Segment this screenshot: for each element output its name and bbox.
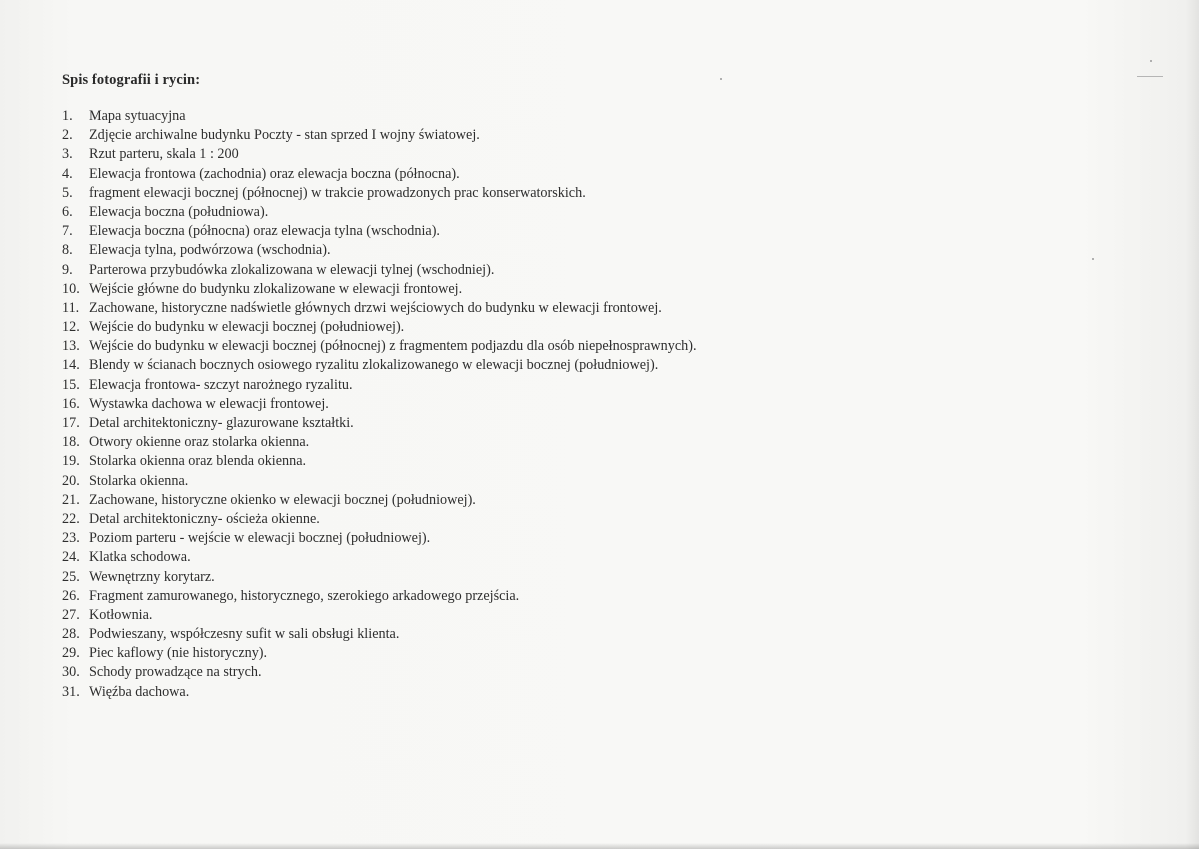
list-item-text: Schody prowadzące na strych. (89, 664, 262, 681)
list-item-number: 4. (62, 165, 73, 182)
list-item-number: 10. (62, 280, 80, 297)
list-item-number: 15. (62, 376, 80, 393)
list-item (62, 452, 697, 471)
list-item (62, 261, 697, 280)
list-item-text: Elewacja boczna (północna) oraz elewacja tylna (wschodnia). (89, 223, 440, 240)
list-item-text: Wejście główne do budynku zlokalizowane w elewacji frontowej. (89, 280, 463, 297)
list-item-number: 17. (62, 415, 80, 431)
list-item (62, 587, 697, 606)
list-item-text: Kotłownia. (89, 606, 153, 623)
list-item-number: 7. (62, 223, 73, 240)
list-item-number: 6. (62, 203, 73, 220)
list-item (62, 241, 697, 260)
list-item (62, 203, 697, 222)
list-item-number: 29. (62, 645, 80, 662)
list-item (62, 184, 697, 203)
scan-mark (1137, 76, 1163, 77)
list-item (62, 126, 697, 145)
list-item-number: 18. (62, 434, 80, 451)
list-item (62, 472, 697, 491)
list-item (62, 644, 697, 663)
list-item-text: Elewacja tylna, podwórzowa (wschodnia). (89, 242, 331, 259)
list-item-text: Piec kaflowy (nie historyczny). (89, 645, 268, 662)
list-item-text: Więźba dachowa. (89, 683, 190, 700)
list-item-text: Detal architektoniczny- ościeża okienne. (89, 510, 320, 527)
page-edge-shadow-bottom (0, 843, 1199, 849)
list-item-number: 16. (62, 395, 80, 412)
list-item-number: 11. (62, 299, 80, 316)
list-item-text: Wewnętrzny korytarz. (89, 568, 215, 585)
list-item-number: 1. (62, 108, 73, 124)
list-item (62, 356, 697, 375)
list-item-text: Klatka schodowa. (89, 549, 191, 566)
list-item-number: 2. (62, 127, 73, 144)
list-item-number: 23. (62, 530, 80, 547)
list-item-number: 25. (62, 568, 80, 585)
list-item-text: Elewacja boczna (południowa). (89, 203, 269, 220)
list-item-number: 5. (62, 184, 73, 201)
list-item-text: Blendy w ścianach bocznych osiowego ryzalitu zlokalizowanego w elewacji bocznej (południowej). (89, 357, 659, 374)
list-item-text: Parterowa przybudówka zlokalizowana w elewacji tylnej (wschodniej). (89, 261, 495, 278)
list-item (62, 414, 697, 433)
list-item-text: Mapa sytuacyjna (89, 108, 186, 124)
list-item (62, 395, 697, 414)
list-item (62, 107, 697, 126)
list-item-number: 24. (62, 549, 80, 566)
list-item (62, 165, 697, 184)
list-item-number: 31. (62, 683, 80, 700)
list-item-text: Wejście do budynku w elewacji bocznej (południowej). (89, 319, 405, 336)
list-item (62, 337, 697, 356)
list-item-text: Stolarka okienna. (89, 472, 189, 489)
page-title: Spis fotografii i rycin: (62, 72, 201, 88)
list-item-text: Poziom parteru - wejście w elewacji bocznej (południowej). (89, 530, 431, 547)
list-item (62, 299, 697, 318)
page-edge-shadow-right (1185, 0, 1199, 849)
list-item (62, 683, 697, 702)
list-item-text: Podwieszany, współczesny sufit w sali obsługi klienta. (89, 626, 400, 643)
list-item-number: 13. (62, 338, 80, 355)
list-item-text: Zachowane, historyczne okienko w elewacji bocznej (południowej). (89, 491, 476, 508)
list-item (62, 625, 697, 644)
list-item-number: 30. (62, 664, 80, 681)
list-item-number: 22. (62, 510, 80, 527)
list-item-number: 28. (62, 626, 80, 643)
list-item (62, 548, 697, 567)
list-item (62, 376, 697, 395)
list-item (62, 318, 697, 337)
list-item (62, 606, 697, 625)
list-item-text: Wejście do budynku w elewacji bocznej (północnej) z fragmentem podjazdu dla osób niepełnosprawnych). (89, 338, 697, 355)
list-item-text: Stolarka okienna oraz blenda okienna. (89, 453, 307, 470)
photo-list (62, 107, 697, 702)
list-item-text: Zdjęcie archiwalne budynku Poczty - stan sprzed I wojny światowej. (89, 127, 480, 144)
list-item-number: 12. (62, 319, 80, 336)
list-item-text: Fragment zamurowanego, historycznego, szerokiego arkadowego przejścia. (89, 587, 520, 604)
list-item-number: 26. (62, 587, 80, 604)
list-item-number: 3. (62, 146, 73, 163)
scan-speck (720, 78, 722, 80)
list-item (62, 280, 697, 299)
list-item-number: 19. (62, 453, 80, 470)
scan-speck (1092, 258, 1094, 260)
list-item-number: 20. (62, 472, 80, 489)
list-item-text: Rzut parteru, skala 1 : 200 (89, 146, 239, 163)
list-item-number: 14. (62, 357, 80, 374)
list-item-text: Otwory okienne oraz stolarka okienna. (89, 434, 310, 451)
list-item-number: 9. (62, 261, 73, 278)
list-item (62, 222, 697, 241)
list-item (62, 510, 697, 529)
list-item (62, 491, 697, 510)
list-item-number: 8. (62, 242, 73, 259)
list-item-number: 21. (62, 491, 80, 508)
list-item (62, 529, 697, 548)
list-item-text: Detal architektoniczny- glazurowane kształtki. (89, 415, 354, 431)
list-item-text: Zachowane, historyczne nadświetle głównych drzwi wejściowych do budynku w elewacji frontowej. (89, 299, 662, 316)
list-item-number: 27. (62, 606, 80, 623)
list-item (62, 568, 697, 587)
list-item-text: Elewacja frontowa (zachodnia) oraz elewacja boczna (północna). (89, 165, 460, 182)
list-item-text: fragment elewacji bocznej (północnej) w trakcie prowadzonych prac konserwatorskich. (89, 184, 586, 201)
scan-speck (1150, 60, 1152, 62)
list-item (62, 433, 697, 452)
list-item (62, 663, 697, 682)
list-item (62, 145, 697, 164)
list-item-text: Elewacja frontowa- szczyt narożnego ryzalitu. (89, 376, 353, 393)
list-item-text: Wystawka dachowa w elewacji frontowej. (89, 395, 329, 412)
